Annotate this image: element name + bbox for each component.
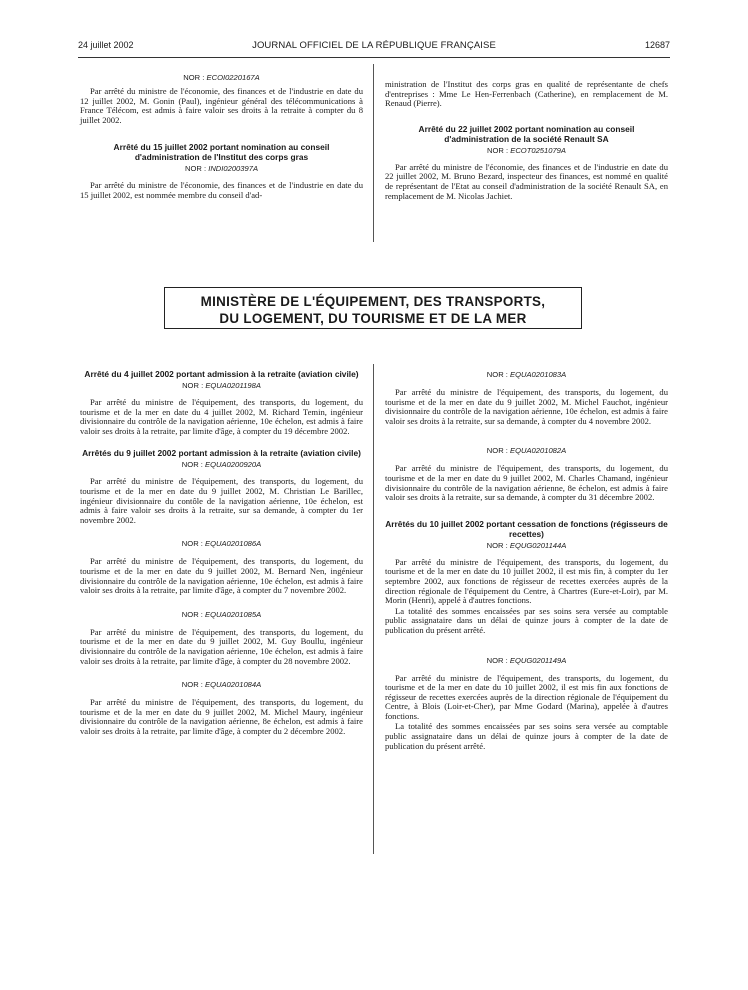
decree-paragraph: Par arrêté du ministre de l'équipement, des transports, du logement, du tourisme et de la mer en date du 9 juillet 2002, M. Christian Le Barillec, ingénieur divisionnaire du contôle de la navigation aérienne, 10e échelon, est admis à faire valoir ses droits à la retraite, sur sa demande, à compter du 1er novembre 2002. [80, 476, 363, 525]
decree-paragraph: Par arrêté du ministre de l'économie, des finances et de l'industrie en date du 22 juillet 2002, M. Bruno Bezard, inspecteur des finances, est nommé en qualité de représentant de l'Etat au conseil d'administration de la société Renault SA, en remplacement de M. Nicolas Jachiet. [385, 161, 668, 201]
decree-title: Arrêté du 4 juillet 2002 portant admission à la retraite (aviation civile) [84, 369, 359, 379]
decree-paragraph: Par arrêté du ministre de l'équipement, des transports, du logement, du tourisme et de la mer en date du 10 juillet 2002, il est mis fin, à compter du 1er septembre 2002, aux fonctions de régisseur de recettes exercées auprès de la direction régionale de l'équipement du Centre, à Chartres (Eure-et-Loir), par M. Morin (Henri), appelé à d'autres fonctions. [385, 556, 668, 606]
nor-reference: NOR : ECOT0251079A [487, 145, 566, 155]
top-right-column [385, 80, 668, 201]
nor-reference: NOR : INDI0200397A [184, 164, 259, 174]
nor-reference: NOR : EQUA0201086A [181, 539, 262, 549]
ministry-line-2: DU LOGEMENT, DU TOURISME ET DE LA MER [219, 311, 527, 326]
decree-paragraph: Par arrêté du ministre de l'équipement, des transports, du logement, du tourisme et de la mer en date du 9 juillet 2002, M. Michel Fauchot, ingénieur divisionnaire du contrôle de la navigation aérienne, 10e échelon, est admis à faire valoir ses droits à la retraite, sur sa demande, à compter du 4 novembre 2002. [385, 387, 668, 426]
decree-title: Arrêté du 15 juillet 2002 portant nomination au conseil d'administration de l'Institut des corps gras [113, 142, 330, 163]
decree-paragraph: Par arrêté du ministre de l'économie, des finances et de l'industrie en date du 12 juillet 2002, M. Gonin (Paul), ingénieur général des télécommunications à France Télécom, est admis à faire valoir ses droits à la retraite à compter du 8 juillet 2002. [80, 86, 363, 125]
decree-title: Arrêtés du 10 juillet 2002 portant cessation de fonctions (régisseurs de recettes) [385, 518, 668, 539]
decree-paragraph: Par arrêté du ministre de l'équipement, des transports, du logement, du tourisme et de la mer en date du 9 juillet 2002, M. Michel Maury, ingénieur divisionnaire du contrôle de la navigation aérienne, 8e échelon, est admis à faire valoir ses droits à la retraite, par limite d'âge, à compter du 2 décembre 2002. [80, 697, 363, 736]
header-rule [78, 57, 670, 58]
column-divider [373, 64, 374, 242]
ministry-line-1: MINISTÈRE DE L'ÉQUIPEMENT, DES TRANSPORTS, [200, 294, 546, 309]
nor-reference: NOR : EQUA0201082A [486, 446, 567, 456]
header-title: JOURNAL OFFICIEL DE LA RÉPUBLIQUE FRANÇAISE [252, 40, 496, 51]
top-left-column [80, 73, 363, 201]
header-date: 24 juillet 2002 [78, 40, 134, 50]
nor-reference: NOR : EQUA0200920A [181, 460, 262, 470]
nor-reference: NOR : EQUA0201085A [181, 609, 262, 619]
decree-paragraph: Par arrêté du ministre de l'économie, des finances et de l'industrie en date du 15 juillet 2002, est nommée membre du conseil d'ad- [80, 180, 363, 200]
bottom-right-column [385, 370, 668, 751]
nor-reference: NOR : EQUA0201083A [486, 370, 567, 379]
page-header [78, 40, 670, 54]
nor-reference: NOR : EQUA0201198A [182, 381, 261, 390]
ministry-banner [164, 287, 582, 329]
decree-title: Arrêtés du 9 juillet 2002 portant admission à la retraite (aviation civile) [82, 448, 361, 459]
nor-reference: NOR : EQUG0201149A [486, 655, 567, 665]
decree-paragraph: ministration de l'Institut des corps gras en qualité de représentante de chefs d'entreprises : Mme Le Hen-Ferrenbach (Catherine), en remplacement de M. Renaud (Pierre). [385, 79, 668, 109]
decree-paragraph: Par arrêté du ministre de l'équipement, des transports, du logement, du tourisme et de la mer en date du 10 juillet 2002, il est mis fin aux fonctions de régisseur de recettes exercées auprès de la direction régionale de l'équipement du Centre, à Blois (Loir-et-Cher), par Mme Godard (Marina), appelée à d'autres fonctions. [385, 672, 668, 721]
bottom-left-column [80, 369, 363, 736]
nor-reference: NOR : ECOI0220167A [183, 73, 260, 82]
decree-paragraph: Par arrêté du ministre de l'équipement, des transports, du logement, du tourisme et de la mer en date du 9 juillet 2002, M. Bernard Nen, ingénieur divisionnaire du contrôle de la navigation aérienne, 10e échelon, est admis à faire valoir ses droits à la retraite, par limite d'âge, à compter du 7 novembre 2002. [80, 556, 363, 596]
decree-paragraph: Par arrêté du ministre de l'équipement, des transports, du logement, du tourisme et de la mer en date du 9 juillet 2002, M. Guy Boullu, ingénieur divisionnaire du contrôle de la navigation aérienne, 10e échelon, est admis à faire valoir ses droits à la retraite, par limite d'âge, à compter du 28 novembre 2002. [80, 626, 363, 666]
nor-reference: NOR : EQUA0201084A [181, 680, 262, 690]
decree-paragraph: Par arrêté du ministre de l'équipement, des transports, du logement, du tourisme et de la mer en date du 9 juillet 2002, M. Charles Chamand, ingénieur divisionnaire du contrôle de la navigation aérienne, 8e échelon, est admis à faire valoir ses droits à la retraite, sur sa demande, à compter du 31 décembre 2002. [385, 463, 668, 503]
decree-title: Arrêté du 22 juillet 2002 portant nomination au conseil d'administration de la société Renault SA [418, 123, 635, 144]
decree-paragraph: La totalité des sommes encaissées par ses soins sera versée au comptable public assignataire dans un délai de quinze jours à compter de la date de publication du présent arrêté. [385, 605, 668, 635]
decree-paragraph: Par arrêté du ministre de l'équipement, des transports, du logement, du tourisme et de la mer en date du 4 juillet 2002, M. Richard Temin, ingénieur divisionnaire du contrôle de la navigation aérienne, 10e échelon, est admis à faire valoir ses droits à la retraite, par limite d'âge, à compter du 19 décembre 2002. [80, 397, 363, 436]
nor-reference: NOR : EQUG0201144A [486, 540, 567, 550]
column-divider [373, 364, 374, 854]
header-page-number: 12687 [644, 40, 670, 50]
decree-paragraph: La totalité des sommes encaissées par ses soins sera versée au comptable public assignataire dans un délai de quinze jours à compter de la date de publication du présent arrêté. [385, 721, 668, 751]
